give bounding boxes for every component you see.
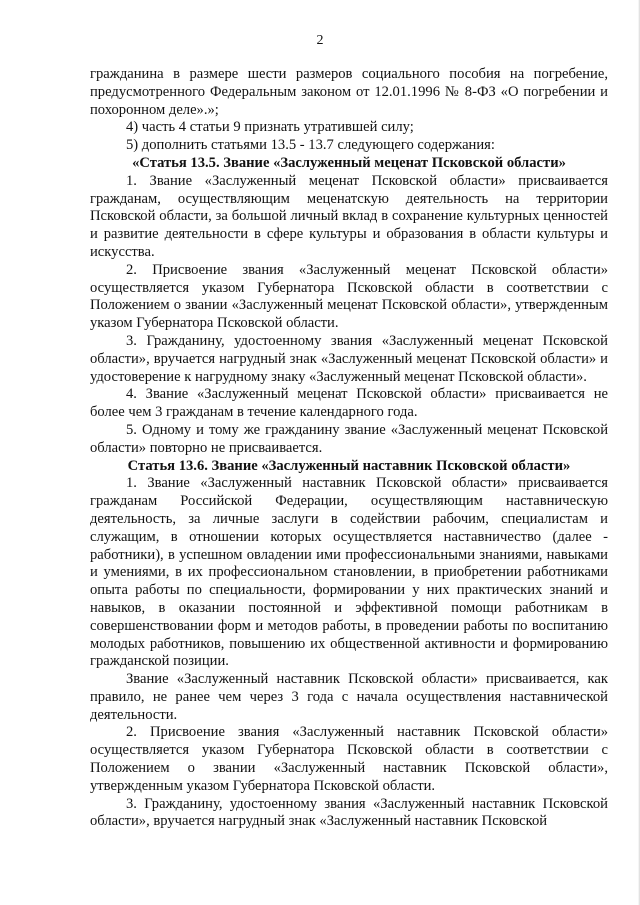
paragraph: 3. Гражданину, удостоенному звания «Заслуженный наставник Псковской области», вручается нагрудный знак «Заслуженный наставник Псковской	[90, 795, 608, 830]
article-heading-13-6: Статья 13.6. Звание «Заслуженный наставник Псковской области»	[127, 457, 571, 474]
paragraph: 2. Присвоение звания «Заслуженный наставник Псковской области» осуществляется указом Губернатора Псковской области в соответствии с Положением о звании «Заслуженный наставник Псковской области», утвержденным указом Губернатора Псковской области.	[90, 724, 608, 794]
list-item: 4) часть 4 статьи 9 признать утратившей силу;	[126, 119, 414, 136]
paragraph: 4. Звание «Заслуженный меценат Псковской области» присваивается не более чем 3 гражданам в течение календарного года.	[90, 386, 608, 421]
paragraph: Звание «Заслуженный наставник Псковской области» присваивается, как правило, не ранее чем через 3 года с начала осуществления наставнической деятельности.	[90, 671, 608, 723]
page-number: 2	[316, 33, 324, 48]
paragraph: 2. Присвоение звания «Заслуженный меценат Псковской области» осуществляется указом Губернатора Псковской области в соответствии с Положением о звании «Заслуженный меценат Псковской области», утвержденным указом Губернатора Псковской области.	[90, 261, 608, 332]
document-body	[90, 66, 608, 831]
list-item: 5) дополнить статьями 13.5 - 13.7 следующего содержания:	[126, 137, 495, 154]
paragraph: 5. Одному и тому же гражданину звание «Заслуженный меценат Псковской области» повторно не присваивается.	[90, 421, 608, 456]
paragraph: 3. Гражданину, удостоенному звания «Заслуженный меценат Псковской области», вручается нагрудный знак «Заслуженный меценат Псковской области» и удостоверение к нагрудному знаку «Заслуженный меценат Псковской области».	[90, 332, 608, 385]
paragraph: 1. Звание «Заслуженный меценат Псковской области» присваивается гражданам, осуществляющим меценатскую деятельность на территории Псковской области, за большой личный вклад в сохранение культурных ценностей и развитие деятельности в сфере культуры и образования в области культуры и искусства.	[90, 172, 608, 260]
article-heading-13-5: «Статья 13.5. Звание «Заслуженный меценат Псковской области»	[132, 154, 566, 171]
paragraph: 1. Звание «Заслуженный наставник Псковской области» присваивается гражданам Российской Федерации, осуществляющим наставническую деятельность, за личные заслуги в содействии рабочим, специалистам и служащим, в отношении которых осуществляется наставничество (далее - работники), в успешном овладении ими профессиональными знаниями, навыками и умениями, в их профессиональном становлении, в приобретении работниками опыта работы по специальности, формировании у них практических знаний и навыков, в оказании постоянной и эффективной помощи работникам в совершенствовании форм и методов работы, в проведении работы по воспитанию молодых работников, повышению их общественной активности и формированию гражданской позиции.	[90, 475, 608, 670]
paragraph: гражданина в размере шести размеров социального пособия на погребение, предусмотренного Федеральным законом от 12.01.1996 № 8-ФЗ «О погребении и похоронном деле».»;	[90, 66, 608, 118]
